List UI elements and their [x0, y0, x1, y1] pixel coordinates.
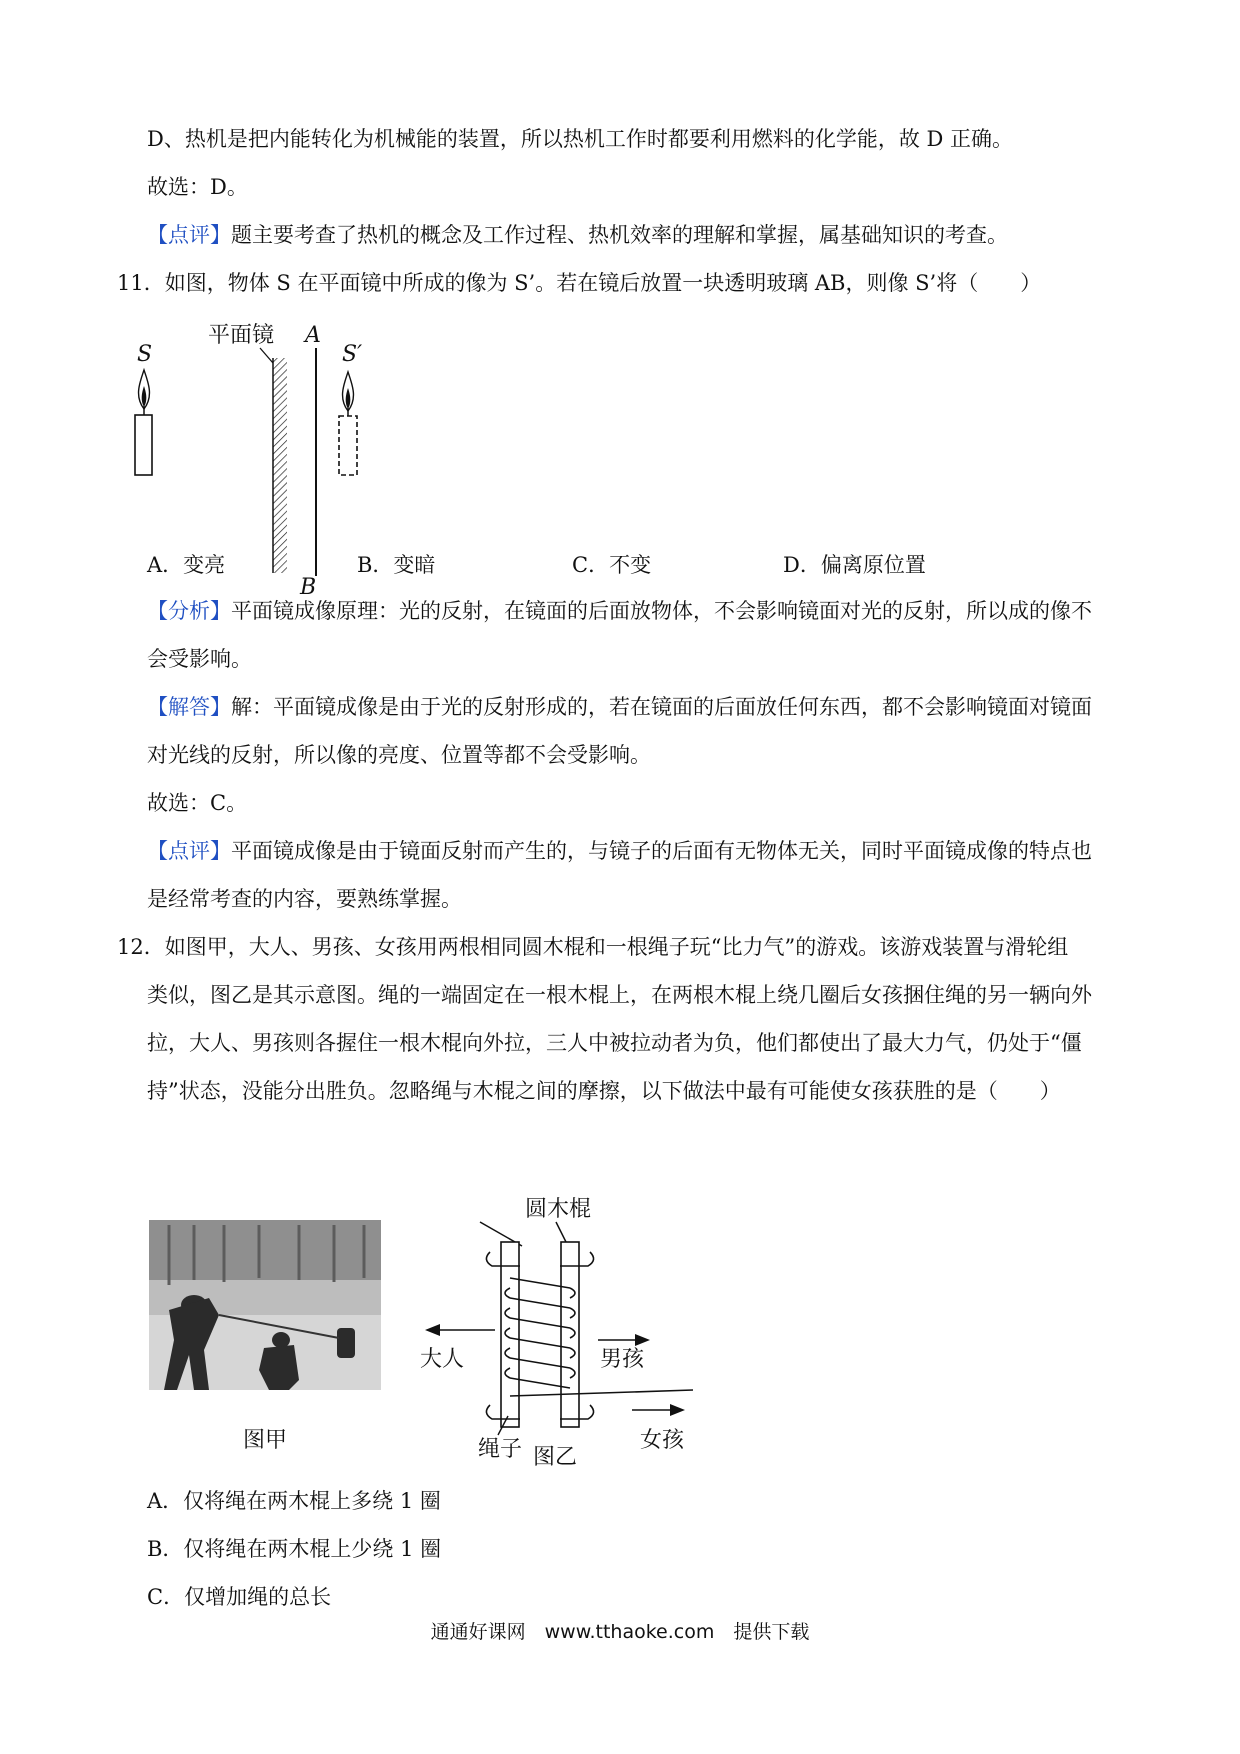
- comment-line: [147, 836, 1092, 866]
- option-b: B．仅将绳在两木棍上少绕 1 圈: [147, 1537, 442, 1561]
- caption-yi: 图乙: [533, 1445, 578, 1470]
- stick-right: [561, 1242, 579, 1427]
- text-line: 会受影响。: [147, 647, 252, 671]
- point-a-label: A: [305, 323, 321, 348]
- option-c: C．不变: [572, 553, 652, 577]
- comment-text: 平面镜成像是由于镜面反射而产生的，与镜子的后面有无物体无关，同时平面镜成像的特点也: [231, 839, 1092, 863]
- option-d: D．偏离原位置: [783, 553, 926, 577]
- stick-label: 圆木棍: [525, 1197, 592, 1222]
- comment-tag: 【点评】: [147, 223, 231, 247]
- choice-line: 故选：C。: [147, 791, 248, 815]
- caption-jia: 图甲: [242, 1428, 288, 1453]
- text-line: D、热机是把内能转化为机械能的装置，所以热机工作时都要利用燃料的化学能，故 D 正确。: [147, 127, 1014, 151]
- answer-line: [147, 692, 1092, 722]
- comment-line: [147, 220, 1008, 250]
- candle-object: [135, 370, 152, 475]
- option-c: C．仅增加绳的总长: [147, 1585, 332, 1609]
- object-s-label: S: [137, 342, 153, 367]
- plane-mirror: [273, 358, 287, 573]
- comment-text: 题主要考查了热机的概念及工作过程、热机效率的理解和掌握，属基础知识的考查。: [231, 223, 1008, 247]
- text-line: 故选：D。: [147, 175, 248, 199]
- question-11: 11．如图，物体 S 在平面镜中所成的像为 S’。若在镜后放置一块透明玻璃 AB，则像 S’将（ ）: [117, 271, 1042, 295]
- stick-left: [501, 1242, 519, 1427]
- boy-label: 男孩: [600, 1347, 645, 1372]
- image-s-prime-label: S′: [342, 342, 363, 367]
- text-line: 类似，图乙是其示意图。绳的一端固定在一根木棍上，在两根木棍上绕几圈后女孩捆住绳的另一辆向外: [147, 983, 1092, 1007]
- rope-free-end: [510, 1390, 693, 1396]
- point-b-label: B: [300, 575, 317, 600]
- question-12: 12．如图甲，大人、男孩、女孩用两根相同圆木棍和一根绳子玩“比力气”的游戏。该游戏装置与滑轮组: [117, 935, 1069, 959]
- rope-diagram-yi: [400, 1190, 720, 1465]
- rope-label: 绳子: [478, 1437, 523, 1462]
- text-line: 拉，大人、男孩则各握住一根木棍向外拉，三人中被拉动者为负，他们都使出了最大力气，仍处于“僵: [147, 1031, 1082, 1055]
- answer-tag: 【解答】: [147, 695, 231, 719]
- comment-tag: 【点评】: [147, 839, 231, 863]
- text-line: 是经常考查的内容，要熟练掌握。: [147, 887, 462, 911]
- adult-label: 大人: [420, 1347, 465, 1372]
- photo-figure-jia: [149, 1220, 381, 1453]
- text-line: 对光线的反射，所以像的亮度、位置等都不会受影响。: [147, 743, 651, 767]
- candle-image: [339, 372, 357, 475]
- analysis-tag: 【分析】: [147, 599, 231, 623]
- text-line: 持”状态，没能分出胜负。忽略绳与木棍之间的摩擦，以下做法中最有可能使女孩获胜的是（ ）: [147, 1079, 1061, 1103]
- option-b: B．变暗: [357, 553, 436, 577]
- analysis-text: 平面镜成像原理：光的反射，在镜面的后面放物体，不会影响镜面对光的反射，所以成的像不: [231, 599, 1092, 623]
- mirror-label: 平面镜: [208, 323, 275, 348]
- analysis-line: [147, 596, 1092, 626]
- option-a: A．变亮: [147, 553, 226, 577]
- answer-text: 解：平面镜成像是由于光的反射形成的，若在镜面的后面放任何东西，都不会影响镜面对镜面: [231, 695, 1092, 719]
- girl-label: 女孩: [640, 1428, 685, 1453]
- page-footer: 通通好课网 www.tthaoke.com 提供下载: [430, 1621, 810, 1643]
- option-a: A．仅将绳在两木棍上多绕 1 圈: [147, 1489, 441, 1513]
